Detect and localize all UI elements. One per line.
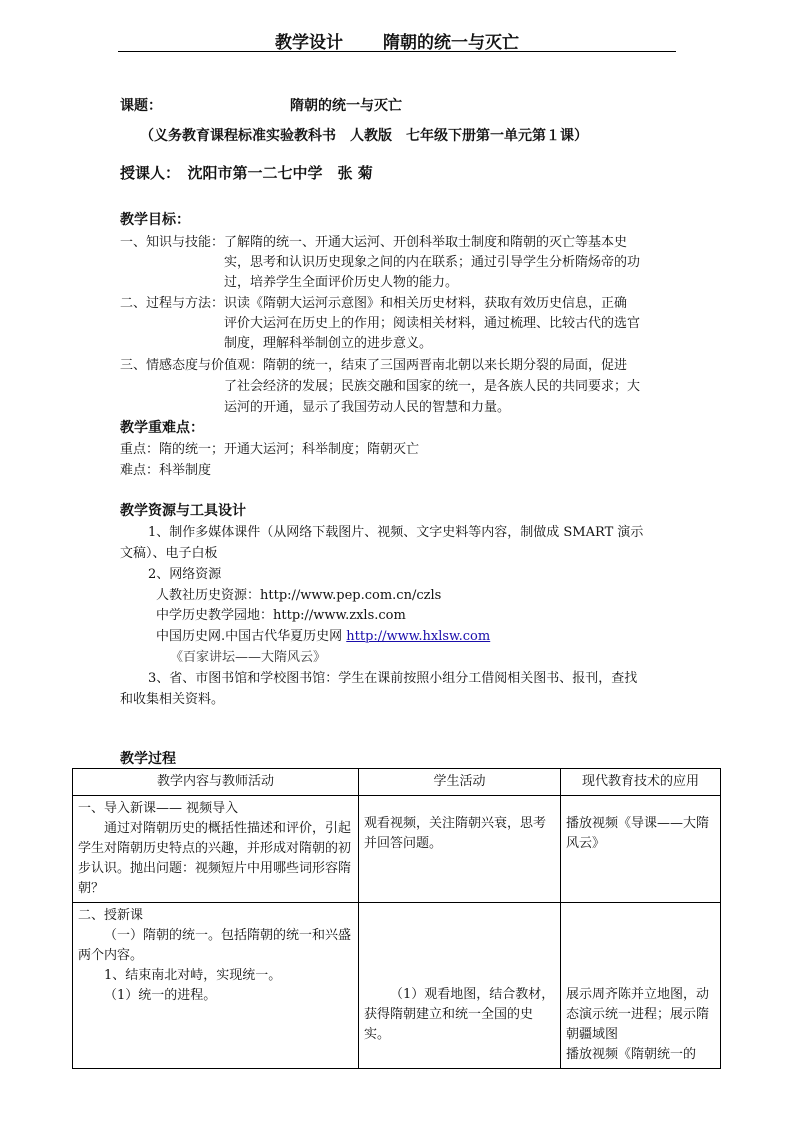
goals-heading: 教学目标： [120,212,190,228]
column-header: 学生活动 [359,769,561,796]
row-body: （1）统一的进程。 [104,988,217,1003]
header-left: 教学设计 [275,33,343,53]
row-title: 一、导入新课—— 视频导入 [78,801,239,816]
keypoint-difficult: 难点：科举制度 [120,463,212,478]
student-activity: 观看视频，关注隋朝兴衰，思考并回答问题。 [364,816,547,851]
tech-use: 播放视频《隋朝统一的 [566,1047,697,1062]
resource-line: 和收集相关资料。 [120,692,225,707]
goal-line: 一、知识与技能：了解隋的统一、开通大运河、开创科举取士制度和隋朝的灭亡等基本史 [120,235,628,250]
table-cell [561,796,721,903]
resource-site-link[interactable]: http://www.hxlsw.com [346,629,491,644]
goal-line: 实，思考和认识历史现象之间的内在联系；通过引导学生分析隋炀帝的功 [224,255,641,270]
student-activity: （1）观看地图，结合教材，获得隋朝建立和统一全国的史实。 [364,987,555,1042]
goal-line: 了社会经济的发展；民族交融和国家的统一，是各族人民的共同要求；大 [224,379,641,394]
tech-use: 播放视频《导课——大隋风云》 [566,816,710,851]
resource-line: 2、网络资源 [148,567,222,582]
goal-line: 制度，理解科举制创立的进步意义。 [224,336,433,351]
goal-line: 三、情感态度与价值观：隋朝的统一，结束了三国两晋南北朝以来长期分裂的局面，促进 [120,358,628,373]
goal-line: 运河的开通，显示了我国劳动人民的智慧和力量。 [224,400,511,415]
table-cell [561,903,721,1069]
header-right: 隋朝的统一与灭亡 [383,33,519,53]
table-cell [73,903,359,1069]
resource-line: 3、省、市图书馆和学校图书馆：学生在课前按照小组分工借阅相关图书、报刊，查找 [148,671,638,686]
row-title: 二、授新课 [78,908,144,923]
resource-site: 中学历史教学园地：http://www.zxls.com [156,608,406,623]
goal-line: 过，培养学生全面评价历史人物的能力。 [224,275,459,290]
table-row [73,796,721,903]
keypoint-key: 重点：隋的统一；开通大运河；科举制度；隋朝灭亡 [120,442,420,457]
resource-line: 1、制作多媒体课件（从网络下载图片、视频、文字史料等内容，制做成 SMART 演示 [148,525,644,540]
process-table [72,768,721,1069]
table-cell [359,796,561,903]
resource-site-label: 中国历史网.中国古代华夏历史网 [156,629,347,644]
table-cell [73,796,359,903]
table-header-row [73,769,721,796]
row-body: （一）隋朝的统一。包括隋朝的统一和兴盛两个内容。 [78,928,352,963]
process-heading: 教学过程 [120,751,176,767]
course-title: 隋朝的统一与灭亡 [290,98,402,114]
column-header: 教学内容与教师活动 [73,769,359,796]
tech-use: 展示周齐陈并立地图，动态演示统一进程；展示隋朝疆域图 [566,987,710,1042]
page-header [0,28,794,53]
resource-program: 《百家讲坛——大隋风云》 [170,650,327,665]
resource-site: 人教社历史资源：http://www.pep.com.cn/czls [156,588,442,603]
table-row [73,903,721,1069]
row-body: 通过对隋朝历史的概括性描述和评价，引起学生对隋朝历史特点的兴趣，并形成对隋朝的初步认识。抛出问题：视频短片中用哪些词形容隋朝？ [78,821,352,896]
column-header: 现代教育技术的应用 [561,769,721,796]
course-label: 课题： [120,98,162,114]
teacher-line: 授课人： 沈阳市第一二七中学 张 菊 [120,164,373,182]
resource-line: 文稿）、电子白板 [120,546,218,561]
resource-site [156,625,490,644]
resources-heading: 教学资源与工具设计 [120,503,246,519]
goal-line: 二、过程与方法：识读《隋朝大运河示意图》和相关历史材料，获取有效历史信息，正确 [120,296,628,311]
course-subtitle: （义务教育课程标准实验教科书 人教版 七年级下册第一单元第１课） [140,128,588,144]
keypoints-heading: 教学重难点： [120,420,204,436]
header-divider [118,51,676,52]
row-body: 1、结束南北对峙，实现统一。 [104,968,282,983]
goal-line: 评价大运河在历史上的作用；阅读相关材料，通过梳理、比较古代的选官 [224,316,641,331]
table-cell [359,903,561,1069]
